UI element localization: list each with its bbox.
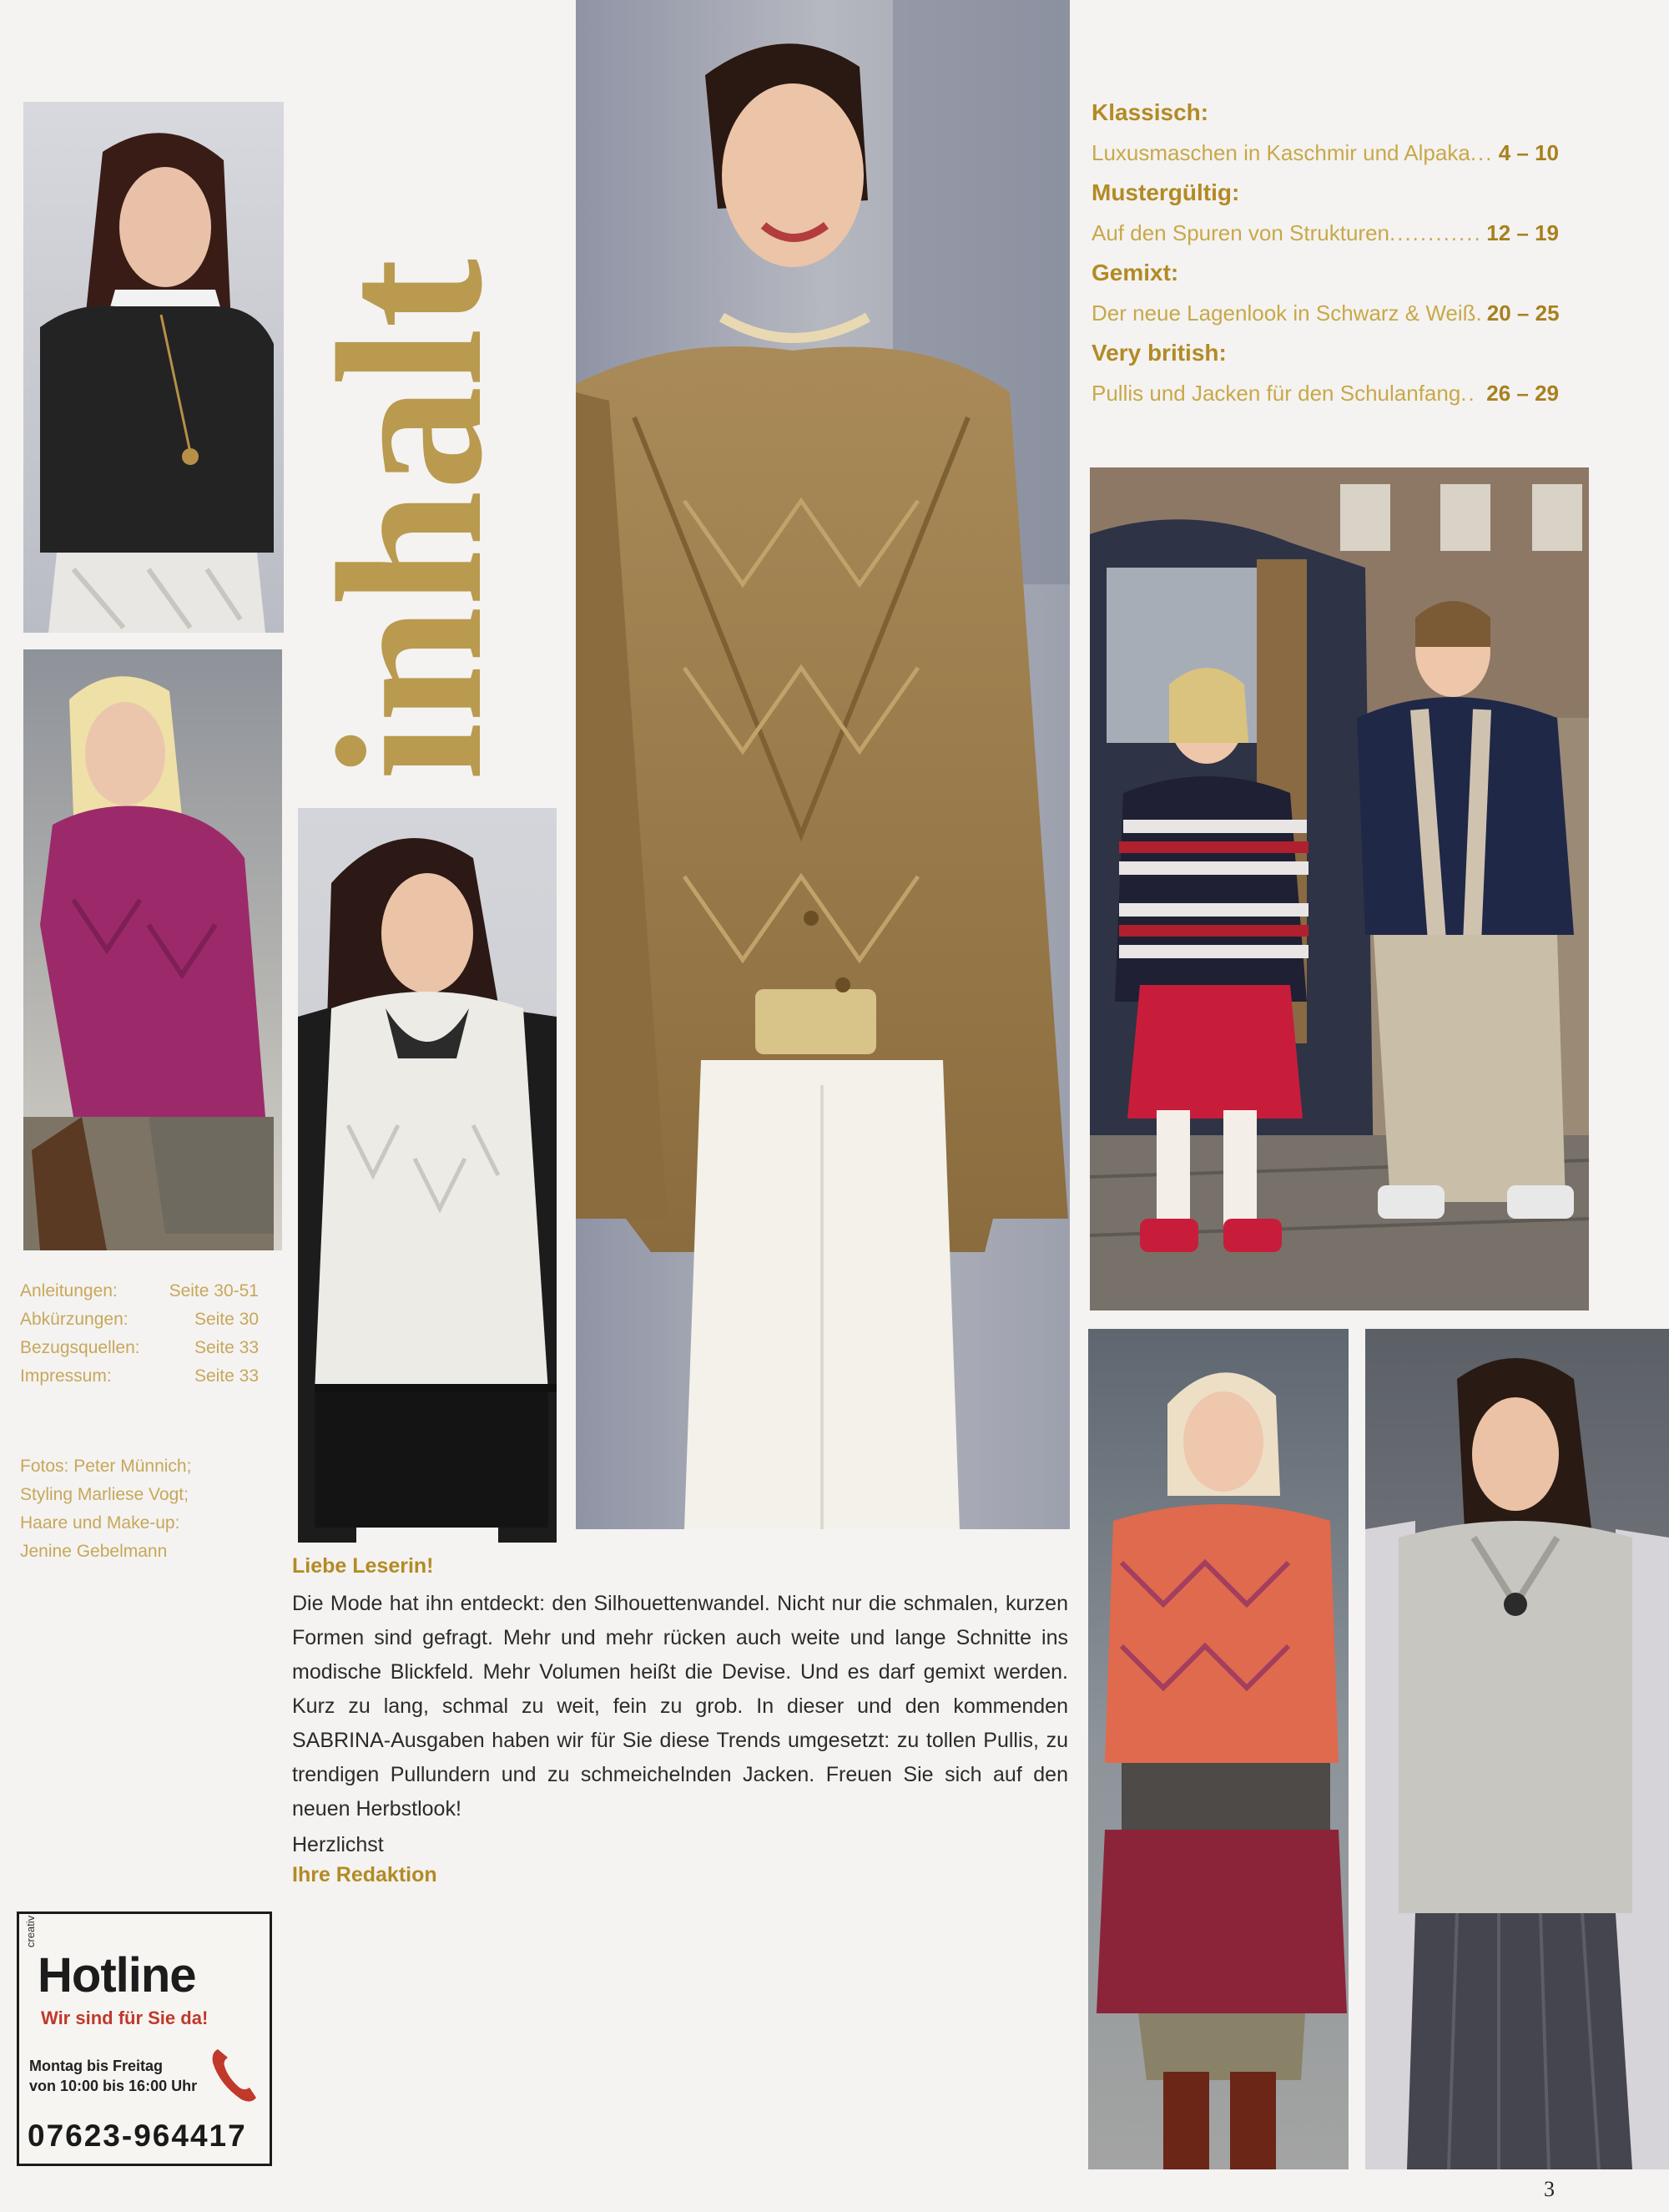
reference-label: Anleitungen: xyxy=(20,1281,118,1300)
reference-value: Seite 30-51 xyxy=(169,1281,259,1300)
toc-heading: Very british: xyxy=(1092,340,1227,366)
credit-line: Fotos: Peter Münnich; xyxy=(20,1457,192,1476)
toc-entry-dots: ... xyxy=(1470,140,1494,165)
toc-entry-text: Luxusmaschen in Kaschmir und Alpaka xyxy=(1092,140,1470,165)
toc-section xyxy=(1092,259,1559,327)
reference-label: Bezugsquellen: xyxy=(20,1338,140,1357)
toc-entry-text: Pullis und Jacken für den Schulanfang xyxy=(1092,381,1461,406)
editorial xyxy=(292,1554,1068,1890)
hotline-brand: creativ xyxy=(24,1915,37,1947)
photo-orange-sweater xyxy=(1088,1329,1349,2169)
hotline-days: Montag bis Freitag xyxy=(29,2058,164,2074)
reference-row xyxy=(20,1277,259,1305)
reference-value: Seite 33 xyxy=(194,1366,259,1386)
toc-heading: Klassisch: xyxy=(1092,99,1209,125)
toc-entry-pages: 26 – 29 xyxy=(1486,381,1559,406)
toc-entry-dots: ............ xyxy=(1389,220,1482,245)
toc-section xyxy=(1092,98,1559,167)
photo-magenta-sweater xyxy=(23,649,282,1250)
editorial-signature: Ihre Redaktion xyxy=(292,1863,437,1886)
hotline-box[interactable] xyxy=(17,1912,272,2166)
reference-row xyxy=(20,1305,259,1334)
photo-black-sweater xyxy=(23,102,284,633)
phone-icon xyxy=(208,2041,266,2108)
photo-grey-vest xyxy=(1365,1329,1669,2169)
reference-row xyxy=(20,1362,259,1391)
page-references xyxy=(20,1277,270,1391)
toc-entry[interactable] xyxy=(1092,219,1559,247)
toc-entry[interactable] xyxy=(1092,299,1559,327)
hotline-subtitle: Wir sind für Sie da! xyxy=(41,2007,209,2028)
reference-label: Abkürzungen: xyxy=(20,1310,129,1329)
editorial-greeting: Herzlichst xyxy=(292,1833,384,1856)
page-title-text: inhalt xyxy=(295,258,526,780)
reference-value: Seite 33 xyxy=(194,1338,259,1357)
credit-line: Haare und Make-up: xyxy=(20,1513,180,1533)
editorial-body: Die Mode hat ihn entdeckt: den Silhouettenwandel. Nicht nur die schmalen, kurzen Formen sind gefragt. Mehr und mehr rücken auch weite und lange Schnitte ins modische Blickfeld. Mehr Volumen heißt die Devise. Und es darf gemixt werden. Kurz zu lang, schmal zu weit, fein zu grob. In dieser und den kommenden SABRINA-Ausgaben haben wir für Sie diese Trends umgesetzt: zu tollen Pullis, zu trendigen Pullundern und zu schmeichelnden Jacken. Freuen Sie sich auf den neuen Herbstlook! xyxy=(292,1592,1068,1821)
credit-line: Styling Marliese Vogt; xyxy=(20,1485,189,1504)
credit-line: Jenine Gebelmann xyxy=(20,1542,168,1561)
page-title xyxy=(295,79,526,780)
toc-heading: Mustergültig: xyxy=(1092,179,1240,205)
toc-section xyxy=(1092,339,1559,407)
reference-value: Seite 30 xyxy=(194,1310,259,1329)
photo-kids-car xyxy=(1090,467,1589,1311)
toc-entry-pages: 12 – 19 xyxy=(1486,220,1559,245)
toc-entry[interactable] xyxy=(1092,139,1559,167)
hotline-hours xyxy=(29,2056,197,2096)
hotline-time: von 10:00 bis 16:00 Uhr xyxy=(29,2078,198,2094)
editorial-heading: Liebe Leserin! xyxy=(292,1554,434,1578)
toc-section xyxy=(1092,179,1559,247)
toc-entry[interactable] xyxy=(1092,379,1559,407)
photo-white-vest xyxy=(298,808,557,1528)
toc-entry-dots: .. xyxy=(1460,381,1476,406)
toc-entry-pages: 4 – 10 xyxy=(1498,140,1559,165)
photo-hero-camel-cardigan xyxy=(576,0,1070,1529)
toc-heading: Gemixt: xyxy=(1092,260,1179,285)
photo-credits xyxy=(20,1452,270,1566)
reference-label: Impressum: xyxy=(20,1366,112,1386)
table-of-contents xyxy=(1092,98,1559,419)
toc-entry-text: Auf den Spuren von Strukturen xyxy=(1092,220,1390,245)
reference-row xyxy=(20,1334,259,1362)
hotline-number[interactable]: 07623-964417 xyxy=(28,2119,247,2153)
hotline-title: Hotline xyxy=(38,1948,196,2002)
toc-entry-text: Der neue Lagenlook in Schwarz & Weiß xyxy=(1092,300,1476,326)
page-number: 3 xyxy=(1544,2177,1555,2201)
toc-entry-dots: . xyxy=(1475,300,1484,326)
toc-entry-pages: 20 – 25 xyxy=(1486,300,1560,326)
